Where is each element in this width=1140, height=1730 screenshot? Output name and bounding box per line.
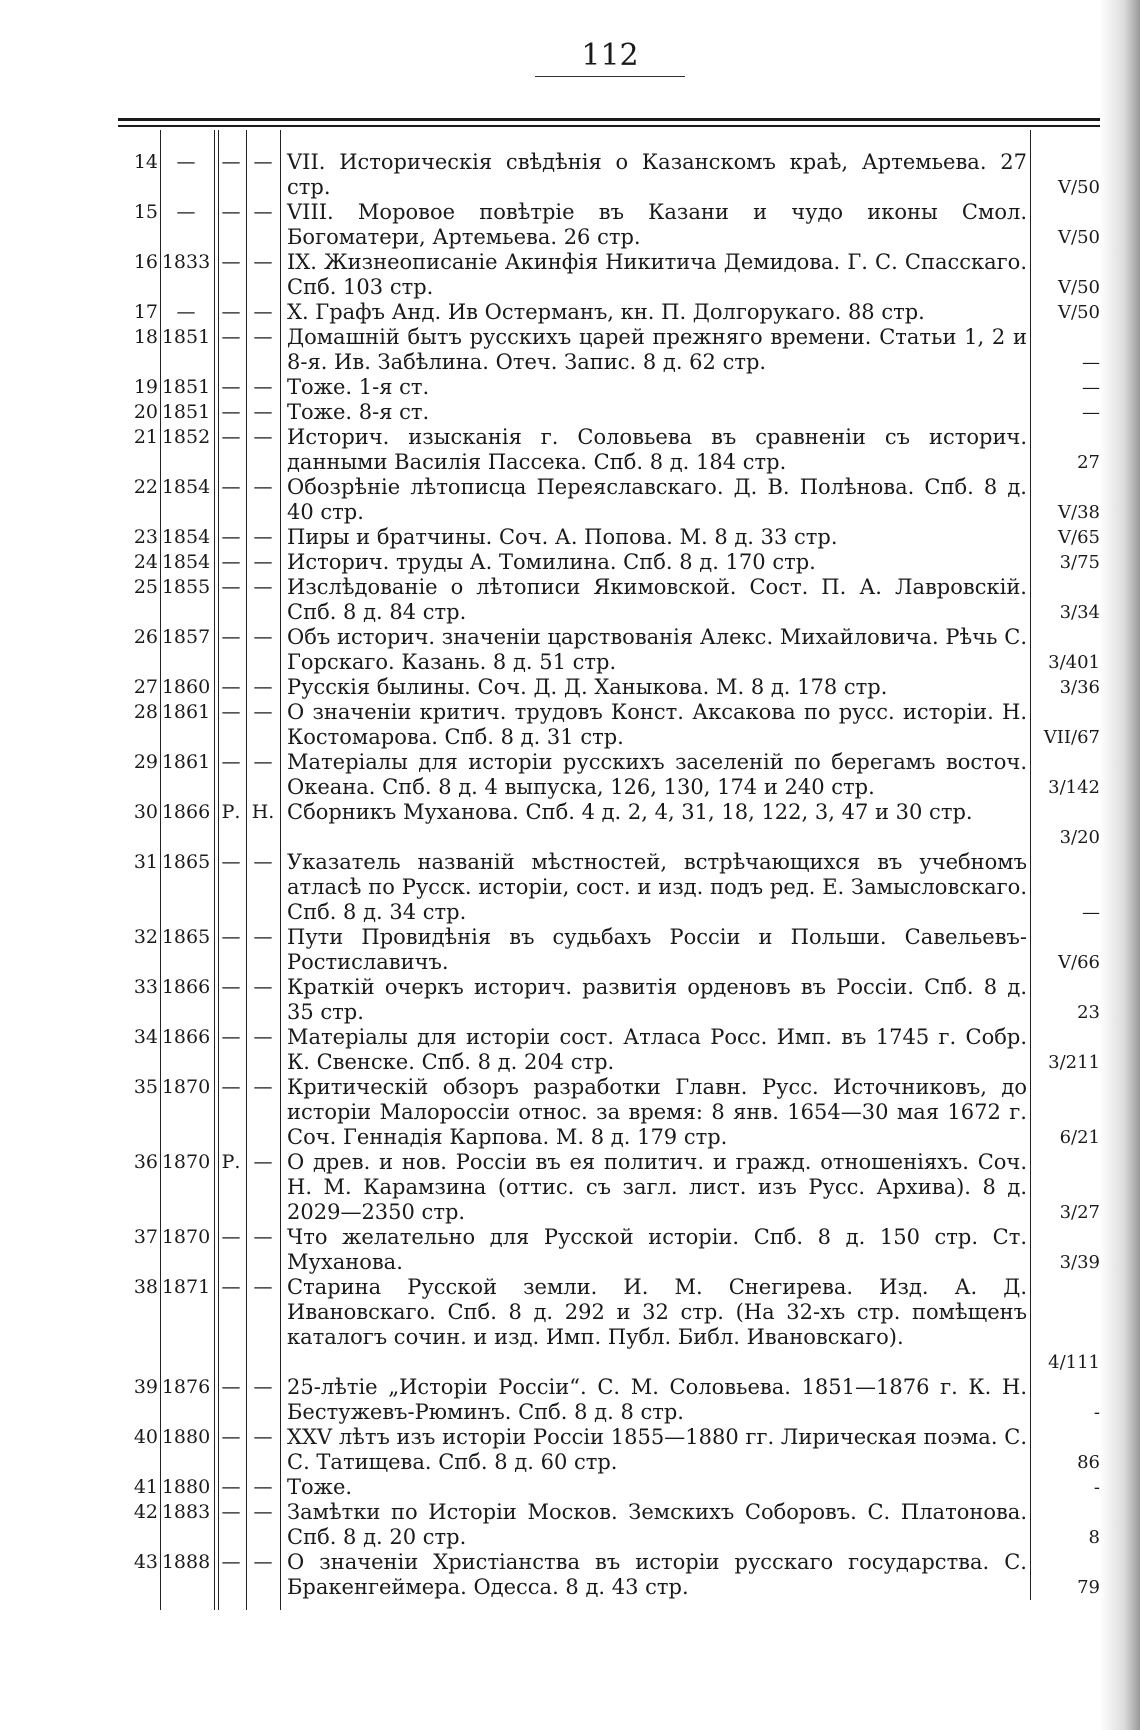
entry-year: — xyxy=(176,301,196,323)
entry-price: — xyxy=(1082,352,1100,373)
entry-mark-b: — xyxy=(253,976,273,998)
entry-number: 14 xyxy=(133,151,158,173)
entry-title: Тоже. 8-я ст. xyxy=(287,400,430,424)
entry-mark-b: — xyxy=(253,701,273,723)
page-edge-shadow xyxy=(1100,0,1140,1730)
entry-title: Домашній бытъ русскихъ царей прежняго времени. Статьи 1, 2 и 8-я. Ив. Забѣлина. Отеч. Запис. 8 д. 62 стр. xyxy=(287,325,1027,374)
entry-price: — xyxy=(1082,402,1100,423)
entry-price: 3/34 xyxy=(1059,602,1100,623)
entry-year: 1865 xyxy=(161,926,211,948)
entry-price: V/50 xyxy=(1058,227,1100,248)
entry-number: 15 xyxy=(133,201,158,223)
entry-number: 18 xyxy=(133,326,158,348)
entry-year: 1851 xyxy=(161,376,211,398)
entry-mark-b: — xyxy=(253,1226,273,1248)
entry-title: Указатель названій мѣстностей, встрѣчающихся въ учебномъ атласѣ по Русск. исторіи, сост. и изд. подъ ред. Е. Замысловскаго. Спб. 8 д. 34 стр. xyxy=(287,850,1027,924)
entry-number: 23 xyxy=(133,526,158,548)
entry-mark-b: — xyxy=(253,151,273,173)
entry-price: 3/142 xyxy=(1048,777,1100,798)
entry-mark-b: — xyxy=(253,401,273,423)
entry-mark-b: — xyxy=(253,1376,273,1398)
entry-year: 1854 xyxy=(161,476,211,498)
entry-mark-a: — xyxy=(221,401,241,423)
entry-year: 1880 xyxy=(161,1426,211,1448)
entry-mark-a: — xyxy=(221,526,241,548)
entry-price: V/66 xyxy=(1058,952,1100,973)
entry-title: О древ. и нов. Россіи въ ея политич. и гражд. отношеніяхъ. Соч. Н. М. Карамзина (оттис. съ загл. лист. изъ Русс. Архива). 8 д. 2029—2350 стр. xyxy=(287,1150,1027,1224)
entry-title: Изслѣдованіе о лѣтописи Якимовской. Сост. П. А. Лавровскій. Спб. 8 д. 84 стр. xyxy=(287,575,1027,624)
entry-mark-b: — xyxy=(253,926,273,948)
entry-year: 1860 xyxy=(161,676,211,698)
entry-number: 31 xyxy=(133,851,158,873)
column-rule xyxy=(1030,130,1031,1600)
entry-number: 42 xyxy=(133,1501,158,1523)
entry-mark-a: — xyxy=(221,751,241,773)
entry-title: Сборникъ Муханова. Спб. 4 д. 2, 4, 31, 18, 122, 3, 47 и 30 стр. xyxy=(287,800,973,824)
entry-mark-a: — xyxy=(221,1426,241,1448)
entry-year: 1851 xyxy=(161,326,211,348)
entry-price: 79 xyxy=(1077,1577,1100,1598)
entry-mark-a: — xyxy=(221,551,241,573)
entry-title: 25-лѣтіе „Исторіи Россіи“. С. М. Соловьева. 1851—1876 г. К. Н. Бестужевъ-Рюминъ. Спб. 8 д. 8 стр. xyxy=(287,1375,1027,1424)
entry-price: VII/67 xyxy=(1043,727,1100,748)
entry-price: 23 xyxy=(1077,1002,1100,1023)
entry-title: Русскія былины. Соч. Д. Д. Ханыкова. М. 8 д. 178 стр. xyxy=(287,675,888,699)
entry-year: 1857 xyxy=(161,626,211,648)
entry-mark-b: — xyxy=(253,676,273,698)
entry-mark-b: — xyxy=(253,1551,273,1573)
entry-mark-b: — xyxy=(253,1026,273,1048)
entry-number: 41 xyxy=(133,1476,158,1498)
entry-mark-b: — xyxy=(253,1501,273,1523)
entry-number: 32 xyxy=(133,926,158,948)
entry-mark-a: — xyxy=(221,976,241,998)
entry-mark-b: — xyxy=(253,376,273,398)
entry-number: 17 xyxy=(133,301,158,323)
entry-year: 1852 xyxy=(161,426,211,448)
entry-year: 1871 xyxy=(161,1276,211,1298)
entry-mark-b: — xyxy=(253,526,273,548)
entry-title: Критическій обзоръ разработки Главн. Русс. Источниковъ, до исторіи Малороссіи относ. за время: 8 янв. 1654—30 мая 1672 г. Соч. Геннадія Карпова. М. 8 д. 179 стр. xyxy=(287,1075,1027,1149)
entry-mark-b: — xyxy=(253,1151,273,1173)
entry-mark-b: — xyxy=(253,1076,273,1098)
entry-mark-a: — xyxy=(221,201,241,223)
page-number-rule xyxy=(535,76,685,77)
entry-price: 3/20 xyxy=(1059,827,1100,848)
entry-title: Тоже. 1-я ст. xyxy=(287,375,430,399)
entry-title: VII. Историческія свѣдѣнія о Казанскомъ краѣ, Артемьева. 27 стр. xyxy=(287,150,1027,199)
entry-price: 86 xyxy=(1077,1452,1100,1473)
entry-mark-a: — xyxy=(221,1376,241,1398)
entry-price: 3/39 xyxy=(1059,1252,1100,1273)
entry-mark-a: — xyxy=(221,926,241,948)
entry-mark-a: — xyxy=(221,1076,241,1098)
entry-year: 1870 xyxy=(161,1226,211,1248)
entry-price: 6/21 xyxy=(1059,1127,1100,1148)
entry-year: 1888 xyxy=(161,1551,211,1573)
entry-number: 25 xyxy=(133,576,158,598)
page-number: 112 xyxy=(581,38,639,73)
entry-number: 24 xyxy=(133,551,158,573)
entry-title: Замѣтки по Исторіи Москов. Земскихъ Соборовъ. С. Платонова. Спб. 8 д. 20 стр. xyxy=(287,1500,1027,1549)
entry-title: О значеніи Христіанства въ исторіи русскаго государства. С. Бракенгеймера. Одесса. 8 д. 43 стр. xyxy=(287,1550,1027,1599)
entry-year: 1866 xyxy=(161,1026,211,1048)
entry-price: V/50 xyxy=(1058,177,1100,198)
entry-price: - xyxy=(1093,1402,1100,1423)
entry-price: 3/27 xyxy=(1059,1202,1100,1223)
entry-mark-b: — xyxy=(253,476,273,498)
entry-title: Матеріалы для исторіи русскихъ заселеній по берегамъ восточ. Океана. Спб. 8 д. 4 выпуска, 126, 130, 174 и 240 стр. xyxy=(287,750,1027,799)
entry-price: V/65 xyxy=(1058,527,1100,548)
entry-mark-b: — xyxy=(253,1476,273,1498)
entry-price: — xyxy=(1082,377,1100,398)
entry-number: 37 xyxy=(133,1226,158,1248)
column-rule xyxy=(280,130,281,1610)
entry-year: 1865 xyxy=(161,851,211,873)
entry-year: 1861 xyxy=(161,701,211,723)
entry-number: 34 xyxy=(133,1026,158,1048)
entry-number: 28 xyxy=(133,701,158,723)
entry-title: VIII. Моровое повѣтріе въ Казани и чудо иконы Смол. Богоматери, Артемьева. 26 стр. xyxy=(287,200,1027,249)
entry-mark-a: — xyxy=(221,476,241,498)
entry-mark-a: Р. xyxy=(221,801,241,823)
column-rule xyxy=(246,130,247,1610)
entry-year: 1854 xyxy=(161,551,211,573)
entry-year: 1880 xyxy=(161,1476,211,1498)
entry-mark-b: — xyxy=(253,426,273,448)
entry-mark-b: — xyxy=(253,1426,273,1448)
entry-mark-b: — xyxy=(253,201,273,223)
entry-mark-b: — xyxy=(253,326,273,348)
entry-mark-a: Р. xyxy=(221,1151,241,1173)
entry-number: 19 xyxy=(133,376,158,398)
header-rule-top xyxy=(118,118,1100,121)
entry-price: V/38 xyxy=(1058,502,1100,523)
entry-number: 35 xyxy=(133,1076,158,1098)
entry-year: — xyxy=(176,201,196,223)
entry-year: 1851 xyxy=(161,401,211,423)
entry-year: 1870 xyxy=(161,1076,211,1098)
entry-year: 1854 xyxy=(161,526,211,548)
entry-mark-b: — xyxy=(253,551,273,573)
entry-year: 1833 xyxy=(161,251,211,273)
entry-title: Старина Русской земли. И. М. Снегирева. Изд. А. Д. Ивановскаго. Спб. 8 д. 292 и 32 стр. (На 32-хъ стр. помѣщенъ каталогъ сочин. и изд. Имп. Публ. Библ. Ивановскаго). xyxy=(287,1275,1027,1349)
entry-mark-b: — xyxy=(253,751,273,773)
entry-year: 1866 xyxy=(161,801,211,823)
entry-price: 8 xyxy=(1088,1527,1100,1548)
entry-title: Обозрѣніе лѣтописца Переяславскаго. Д. В. Полѣнова. Спб. 8 д. 40 стр. xyxy=(287,475,1027,524)
entry-number: 36 xyxy=(133,1151,158,1173)
entry-number: 21 xyxy=(133,426,158,448)
entry-price: 27 xyxy=(1077,452,1100,473)
entry-number: 40 xyxy=(133,1426,158,1448)
entry-year: 1883 xyxy=(161,1501,211,1523)
entry-year: 1861 xyxy=(161,751,211,773)
entry-title: Пути Провидѣнія въ судьбахъ Россіи и Польши. Савельевъ-Ростиславичъ. xyxy=(287,925,1027,974)
entry-title: Объ историч. значеніи царствованія Алекс. Михайловича. Рѣчь С. Горскаго. Казань. 8 д. 51 стр. xyxy=(287,625,1027,674)
entry-mark-a: — xyxy=(221,326,241,348)
entry-mark-b: — xyxy=(253,301,273,323)
entry-mark-a: — xyxy=(221,426,241,448)
entry-mark-a: — xyxy=(221,626,241,648)
entry-price: V/50 xyxy=(1058,302,1100,323)
header-rule-bottom xyxy=(118,125,1100,127)
entry-mark-a: — xyxy=(221,376,241,398)
entry-mark-b: — xyxy=(253,576,273,598)
entry-price: - xyxy=(1093,1477,1100,1498)
entry-year: — xyxy=(176,151,196,173)
entry-number: 30 xyxy=(133,801,158,823)
entry-price: — xyxy=(1082,902,1100,923)
entry-title: Историч. труды А. Томилина. Спб. 8 д. 170 стр. xyxy=(287,550,816,574)
entry-price: 4/111 xyxy=(1048,1352,1100,1373)
entry-title: Краткій очеркъ историч. развитія орденовъ въ Россіи. Спб. 8 д. 35 стр. xyxy=(287,975,1027,1024)
entry-title: XXV лѣтъ изъ исторіи Россіи 1855—1880 гг. Лирическая поэма. С. С. Татищева. Спб. 8 д. 60 стр. xyxy=(287,1425,1027,1474)
entry-number: 20 xyxy=(133,401,158,423)
entry-price: 3/401 xyxy=(1048,652,1100,673)
entry-number: 39 xyxy=(133,1376,158,1398)
entry-number: 38 xyxy=(133,1276,158,1298)
entry-mark-a: — xyxy=(221,1551,241,1573)
entry-mark-a: — xyxy=(221,1501,241,1523)
entry-mark-b: Н. xyxy=(251,801,275,823)
entry-mark-a: — xyxy=(221,301,241,323)
entry-mark-a: — xyxy=(221,151,241,173)
entry-title: X. Графъ Анд. Ив Остерманъ, кн. П. Долгорукаго. 88 стр. xyxy=(287,300,925,324)
entry-title: О значеніи критич. трудовъ Конст. Аксакова по русс. исторіи. Н. Костомарова. Спб. 8 д. 31 стр. xyxy=(287,700,1027,749)
entry-title: Пиры и братчины. Соч. А. Попова. М. 8 д. 33 стр. xyxy=(287,525,838,549)
entry-mark-a: — xyxy=(221,1476,241,1498)
entry-price: 3/75 xyxy=(1059,552,1100,573)
entry-mark-a: — xyxy=(221,1276,241,1298)
entry-number: 16 xyxy=(133,251,158,273)
entry-mark-b: — xyxy=(253,851,273,873)
entry-year: 1876 xyxy=(161,1376,211,1398)
entry-number: 33 xyxy=(133,976,158,998)
entry-number: 22 xyxy=(133,476,158,498)
entry-mark-a: — xyxy=(221,701,241,723)
entry-mark-a: — xyxy=(221,1226,241,1248)
entry-mark-b: — xyxy=(253,1276,273,1298)
entry-title: IX. Жизнеописаніе Акинфія Никитича Демидова. Г. С. Спасскаго. Спб. 103 стр. xyxy=(287,250,1027,299)
entry-mark-a: — xyxy=(221,676,241,698)
entry-title: Тоже. xyxy=(287,1475,353,1499)
entry-year: 1870 xyxy=(161,1151,211,1173)
entry-price: V/50 xyxy=(1058,277,1100,298)
entry-mark-b: — xyxy=(253,251,273,273)
entry-mark-a: — xyxy=(221,1026,241,1048)
entry-price: 3/36 xyxy=(1059,677,1100,698)
entry-number: 27 xyxy=(133,676,158,698)
entry-title: Матеріалы для исторіи сост. Атласа Росс. Имп. въ 1745 г. Собр. К. Свенске. Спб. 8 д. 204 стр. xyxy=(287,1025,1027,1074)
entry-year: 1855 xyxy=(161,576,211,598)
entry-mark-a: — xyxy=(221,251,241,273)
entry-mark-b: — xyxy=(253,626,273,648)
column-rule xyxy=(214,130,215,1610)
entry-year: 1866 xyxy=(161,976,211,998)
entry-price: 3/211 xyxy=(1048,1052,1100,1073)
entry-number: 29 xyxy=(133,751,158,773)
entry-mark-a: — xyxy=(221,851,241,873)
entry-mark-a: — xyxy=(221,576,241,598)
entry-title: Что желательно для Русской исторіи. Спб. 8 д. 150 стр. Ст. Муханова. xyxy=(287,1225,1027,1274)
entry-number: 43 xyxy=(133,1551,158,1573)
entry-number: 26 xyxy=(133,626,158,648)
entry-title: Историч. изысканія г. Соловьева въ сравненіи съ историч. данными Василія Пассека. Спб. 8 д. 184 стр. xyxy=(287,425,1027,474)
